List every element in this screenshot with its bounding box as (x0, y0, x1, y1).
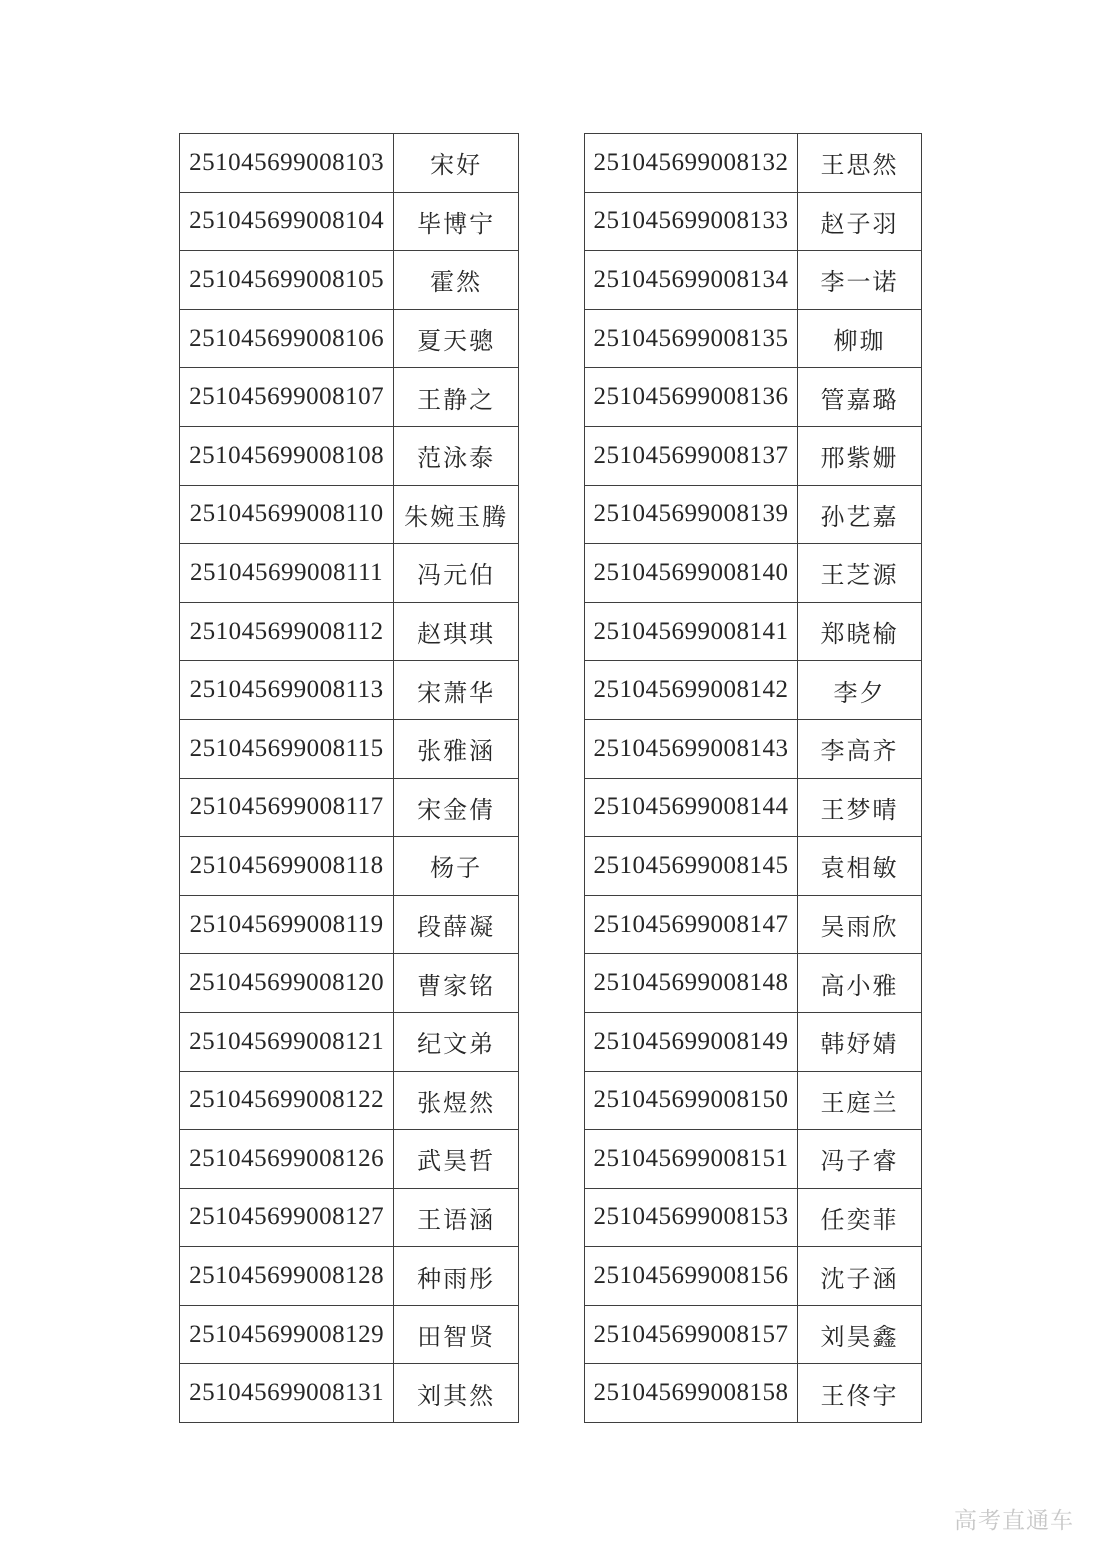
candidate-id-cell: 251045699008143 (585, 719, 798, 778)
candidate-name-cell: 杨子 (394, 837, 519, 896)
table-row (180, 1364, 519, 1423)
candidate-id-cell: 251045699008122 (180, 1071, 394, 1130)
candidate-roster-table-right (584, 133, 922, 1423)
candidate-id-cell: 251045699008150 (585, 1071, 798, 1130)
candidate-id-cell: 251045699008127 (180, 1188, 394, 1247)
candidate-name-cell: 王思然 (797, 134, 921, 193)
candidate-name-cell: 宋好 (394, 134, 519, 193)
candidate-name-cell: 王语涵 (394, 1188, 519, 1247)
table-row (180, 719, 519, 778)
candidate-roster-table-left (179, 133, 519, 1423)
table-row (585, 1130, 922, 1189)
candidate-id-cell: 251045699008108 (180, 426, 394, 485)
candidate-id-cell: 251045699008145 (585, 837, 798, 896)
candidate-id-cell: 251045699008115 (180, 719, 394, 778)
candidate-id-cell: 251045699008153 (585, 1188, 798, 1247)
candidate-id-cell: 251045699008118 (180, 837, 394, 896)
table-row (585, 778, 922, 837)
table-row (180, 192, 519, 251)
candidate-name-cell: 朱婉玉腾 (394, 485, 519, 544)
candidate-id-cell: 251045699008149 (585, 1012, 798, 1071)
candidate-id-cell: 251045699008119 (180, 895, 394, 954)
watermark-gaokao-zhitongche: 高考直通车 (954, 1507, 1074, 1533)
table-row (180, 1130, 519, 1189)
table-row (180, 661, 519, 720)
candidate-name-cell: 李夕 (797, 661, 921, 720)
table-row (180, 368, 519, 427)
candidate-id-cell: 251045699008133 (585, 192, 798, 251)
candidate-name-cell: 刘昊鑫 (797, 1305, 921, 1364)
table-row (180, 485, 519, 544)
candidate-name-cell: 曹家铭 (394, 954, 519, 1013)
candidate-id-cell: 251045699008129 (180, 1305, 394, 1364)
candidate-name-cell: 王静之 (394, 368, 519, 427)
table-row (585, 368, 922, 427)
table-row (180, 1012, 519, 1071)
table-row (585, 544, 922, 603)
table-row (180, 778, 519, 837)
table-row (585, 837, 922, 896)
candidate-name-cell: 夏天骢 (394, 309, 519, 368)
table-row (585, 309, 922, 368)
candidate-id-cell: 251045699008135 (585, 309, 798, 368)
candidate-name-cell: 霍然 (394, 251, 519, 310)
candidate-name-cell: 纪文弟 (394, 1012, 519, 1071)
candidate-name-cell: 范泳泰 (394, 426, 519, 485)
candidate-id-cell: 251045699008111 (180, 544, 394, 603)
candidate-name-cell: 王梦晴 (797, 778, 921, 837)
table-row (585, 1247, 922, 1306)
candidate-name-cell: 田智贤 (394, 1305, 519, 1364)
candidate-id-cell: 251045699008117 (180, 778, 394, 837)
candidate-id-cell: 251045699008137 (585, 426, 798, 485)
candidate-id-cell: 251045699008134 (585, 251, 798, 310)
table-row (180, 426, 519, 485)
table-row (585, 192, 922, 251)
candidate-name-cell: 赵琪琪 (394, 602, 519, 661)
candidate-name-cell: 沈子涵 (797, 1247, 921, 1306)
candidate-id-cell: 251045699008121 (180, 1012, 394, 1071)
candidate-id-cell: 251045699008142 (585, 661, 798, 720)
candidate-id-cell: 251045699008104 (180, 192, 394, 251)
candidate-name-cell: 邢紫姗 (797, 426, 921, 485)
candidate-id-cell: 251045699008126 (180, 1130, 394, 1189)
table-row (585, 134, 922, 193)
candidate-name-cell: 吴雨欣 (797, 895, 921, 954)
candidate-name-cell: 冯元伯 (394, 544, 519, 603)
table-row (585, 1188, 922, 1247)
candidate-id-cell: 251045699008132 (585, 134, 798, 193)
candidate-name-cell: 韩妤婧 (797, 1012, 921, 1071)
candidate-name-cell: 任奕菲 (797, 1188, 921, 1247)
candidate-id-cell: 251045699008105 (180, 251, 394, 310)
table-row (585, 719, 922, 778)
candidate-id-cell: 251045699008148 (585, 954, 798, 1013)
candidate-name-cell: 刘其然 (394, 1364, 519, 1423)
table-row (180, 895, 519, 954)
roster-table-left-body (180, 134, 519, 1423)
candidate-name-cell: 孙艺嘉 (797, 485, 921, 544)
candidate-id-cell: 251045699008113 (180, 661, 394, 720)
table-row (180, 134, 519, 193)
candidate-id-cell: 251045699008144 (585, 778, 798, 837)
table-row (180, 1247, 519, 1306)
candidate-name-cell: 管嘉璐 (797, 368, 921, 427)
candidate-id-cell: 251045699008156 (585, 1247, 798, 1306)
candidate-id-cell: 251045699008128 (180, 1247, 394, 1306)
candidate-id-cell: 251045699008120 (180, 954, 394, 1013)
candidate-id-cell: 251045699008151 (585, 1130, 798, 1189)
candidate-name-cell: 李高齐 (797, 719, 921, 778)
candidate-name-cell: 柳珈 (797, 309, 921, 368)
candidate-id-cell: 251045699008136 (585, 368, 798, 427)
candidate-name-cell: 王佟宇 (797, 1364, 921, 1423)
table-row (180, 309, 519, 368)
table-row (585, 954, 922, 1013)
candidate-name-cell: 高小雅 (797, 954, 921, 1013)
candidate-id-cell: 251045699008106 (180, 309, 394, 368)
candidate-name-cell: 武昊哲 (394, 1130, 519, 1189)
candidate-name-cell: 郑晓榆 (797, 602, 921, 661)
candidate-name-cell: 张煜然 (394, 1071, 519, 1130)
table-row (180, 954, 519, 1013)
table-row (585, 426, 922, 485)
candidate-name-cell: 宋金倩 (394, 778, 519, 837)
table-row (180, 837, 519, 896)
table-row (585, 1305, 922, 1364)
candidate-name-cell: 冯子睿 (797, 1130, 921, 1189)
table-row (180, 602, 519, 661)
table-row (180, 1305, 519, 1364)
candidate-name-cell: 李一诺 (797, 251, 921, 310)
table-row (585, 251, 922, 310)
candidate-name-cell: 王芝源 (797, 544, 921, 603)
candidate-id-cell: 251045699008131 (180, 1364, 394, 1423)
table-row (585, 895, 922, 954)
candidate-id-cell: 251045699008110 (180, 485, 394, 544)
roster-table-right-body (585, 134, 922, 1423)
candidate-name-cell: 王庭兰 (797, 1071, 921, 1130)
table-row (585, 661, 922, 720)
candidate-id-cell: 251045699008103 (180, 134, 394, 193)
table-row (585, 485, 922, 544)
table-row (585, 1071, 922, 1130)
table-row (180, 1188, 519, 1247)
table-row (180, 544, 519, 603)
table-row (585, 602, 922, 661)
candidate-id-cell: 251045699008112 (180, 602, 394, 661)
table-row (585, 1364, 922, 1423)
candidate-id-cell: 251045699008139 (585, 485, 798, 544)
candidate-id-cell: 251045699008107 (180, 368, 394, 427)
candidate-id-cell: 251045699008141 (585, 602, 798, 661)
candidate-id-cell: 251045699008158 (585, 1364, 798, 1423)
candidate-name-cell: 段薛凝 (394, 895, 519, 954)
candidate-name-cell: 张雅涵 (394, 719, 519, 778)
candidate-name-cell: 毕博宁 (394, 192, 519, 251)
table-row (180, 1071, 519, 1130)
candidate-name-cell: 宋萧华 (394, 661, 519, 720)
candidate-id-cell: 251045699008140 (585, 544, 798, 603)
table-row (180, 251, 519, 310)
candidate-name-cell: 种雨彤 (394, 1247, 519, 1306)
table-row (585, 1012, 922, 1071)
candidate-name-cell: 袁相敏 (797, 837, 921, 896)
candidate-id-cell: 251045699008147 (585, 895, 798, 954)
candidate-name-cell: 赵子羽 (797, 192, 921, 251)
candidate-id-cell: 251045699008157 (585, 1305, 798, 1364)
